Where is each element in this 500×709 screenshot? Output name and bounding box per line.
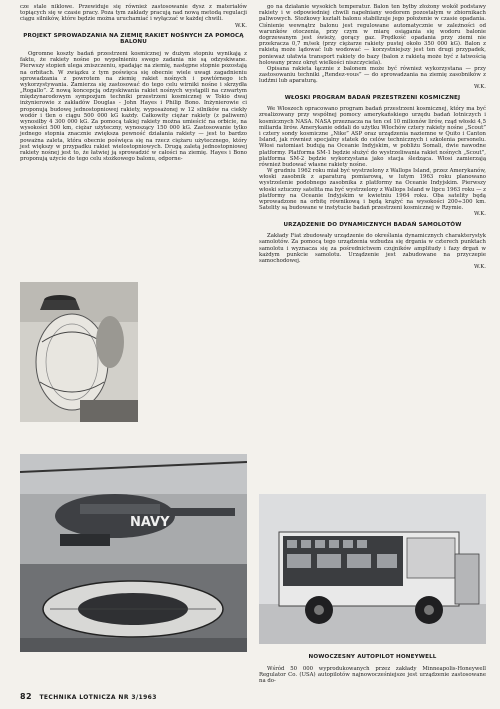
- article-body-balloon: Ogromne koszty badań przestrzeni kosmicznej w dużym stopniu wynikają z faktu, że rakiety nośne po wypełnieniu swego zadania nie są odzyskiwane. Pierwszy stopień ulega zniszczeniu, spadając na ziemię, następne stopnie pozostają na orbitach. W związku z tym poświęca się obecnie wiele uwagi zagadnieniu sprowadzania z powrotem na ziemię rakiet nośnych i powtórnego ich wykorzystywania. Zamierza się zastosować do tego celu wirniki nośne i skrzydła „Rogallo”. Z nową koncepcją odzyskiwania rakiet nośnych wystąpili na czwartym międzynarodowym sympozjum techniki przestrzeni kosmicznej w Tokio dwaj inżynierowie z zakładów Douglas - John Hayes i Philip Bono. Inżynierowie ci proponują budowę jednostopniowej rakiety, wyposażonej w 12 silników na ciekły wodór i tlen o ciągu 500 000 kG każdy. Całkowity ciężar rakiety (z paliwem) wynosiłby 4 300 000 kG. Za pomocą takiej rakiety można umieścić na orbicie, na wysokości 500 km, ciężar użyteczny, wynoszący 150 000 kG. Zastosowanie tylko jednego stopnia znacznie zwiększa pewność działania rakiety — jest to bardzo poważna zaleta, która obecnie poświęca się na rzecz ciężaru użytecznego, który jest większy w przypadku rakiet wielostopniowych. Drugą zaletą jednostopniowej rakiety nośnej jest to, że łatwiej ją sprowadzić w całości na ziemię. Hayes i Bono proponują użycie do tego celu stożkowego balonu, odporne-: [20, 50, 247, 163]
- article-title-balloon: PROJEKT SPROWADZANIA NA ZIEMIĘ RAKIET NOŚNYCH ZA POMOCĄ BALONU: [23, 32, 244, 46]
- balloon-raft-photo: [20, 564, 247, 652]
- article-title-dynamic-testing: URZĄDZENIE DO DYNAMICZNYCH BADAŃ SAMOLOTÓW: [283, 221, 462, 228]
- intro-signature: W.K.: [235, 22, 247, 29]
- navy-helicopter-photo: [20, 454, 247, 564]
- right-column: [259, 4, 486, 270]
- dynamic-testing-signature: W.K.: [474, 264, 486, 271]
- article-body-italian-program: We Włoszech opracowano program badań przestrzeni kosmicznej, który ma być zrealizowany przy współnej pomocy amerykańskiego urzędu badań lotniczych i kosmicznych NASA. NASA przeznacza na ten cel 10 milionów lirów, rząd włoski 4,5 miliarda lirów. Amerykanie oddali do użytku Włochów cztery rakiety nośne „Scout” i cztery sondy kosmiczne „Nike” ASP oraz urządzenia naziemne w Quito i Canton Island, jak również specjalny statek do celów technicznych i szkolenia personelu. Włosi natomiast budują na Oceanie Indyjskim, w pobliżu Somali, dwie nawodne platformy. Platforma SM-1 będzie służyć do wystrzeliwania rakiet nośnych „Scout”, platforma SM-2 będzie wykorzystana jako stacja śledząca. Włosi zamierzają również budować własne rakiety nośne.: [259, 106, 486, 168]
- article-title-italian-program: WŁOSKI PROGRAM BADAŃ PRZESTRZENI KOSMICZNEJ: [284, 94, 461, 101]
- article-title-honeywell: NOWOCZESNY AUTOPILOT HONEYWELL: [308, 654, 437, 660]
- article-body-balloon-continued-2: Opisana rakieta łącznie z balonem może być również wykorzystana — przy zastosowaniu techniki „Rendez-vous” — do sprowadzania na ziemię zasobników z ludźmi lub aparaturą.: [259, 65, 486, 85]
- italian-program-signature: W.K.: [474, 211, 486, 218]
- article-body-dynamic-testing: Zakłady Fiat zbudowały urządzenie do określania dynamicznych charakterystyk samolotów. Za pomocą tego urządzenia wzbudza się drgania w czterech punktach samolotu i wyznacza się za pośrednictwem czujników amplitudy i fazy drgań w każdym punkcie samolotu. Urządzenie jest zabudowane na przyczepie samochodowej.: [259, 233, 486, 264]
- left-column: [20, 4, 247, 162]
- magazine-page: [20, 4, 486, 704]
- navy-marking-text: NAVY: [130, 515, 170, 530]
- article-body-italian-program-2: W grudniu 1962 roku miał być wystrzelony z Wallops Island, przez Amerykanów, włoski zasobnik z aparaturą pomiarową, w lutym 1963 roku planowano wystrzelenie podobnego zasobnika z platformy na Oceanie Indyjskim. Pierwszy włoski sztuczny satelita ma być wystrzelony z Wallops Island w lipcu 1963 roku — z platformy na Oceanie Indyjskim w kwietniu 1964 roku. Oba satelity będą wprowadzone na orbitę równikową i będą krążyć na wysokości 200÷300 km. Satelity są budowane w instytucie badań przestrzeni kosmicznej w Rzymie.: [259, 168, 486, 212]
- page-footer: [20, 692, 157, 701]
- article-body-balloon-continued: go na działanie wysokich temperatur. Balon ten byłby złożony wokół podstawy rakiety i w odpowiedniej chwili napełniany wodorem pozostałym w zbiornikach paliwowych. Stożkowy kształt balonu stabilizuje jego położenie w czasie opadania. Ciśnienie wewnątrz balonu jest regulowane automatycznie w zależności od warunków otoczenia, przy czym w miarę osiągania się wodoru balonie dogrzewanym jest świeży, gorący gaz. Prędkość opadania przy ziemi nie przekracza 0,7 m/sek (przy ciężarze rakiety pustej około 350 000 kG). Balon z rakietą może lądować lub wodować — korzystniejszy jest ten drugi przypadek, ponieważ ułatwia transport rakiety do bazy (balon z rakietą może być z łatwością holowany przez okręt wielkości niszczyciela).: [259, 4, 486, 66]
- rocket-balloon-model-photo: [20, 282, 138, 422]
- article-body-honeywell: Wśród 50 000 wyprodukowanych przez zakłady Minneapolis-Honeywell Regulator Co. (USA) autopilotów najnowocześniejsze jest urządzenie zastosowane na do-: [259, 665, 486, 684]
- right-column-bottom: [259, 650, 486, 684]
- journal-issue: TECHNIKA LOTNICZA NR 3/1963: [39, 694, 157, 701]
- fiat-test-truck-photo: [259, 494, 486, 644]
- balloon-article-signature: W.K.: [474, 84, 486, 91]
- intro-paragraph: cze stale niklowe. Przewiduje się również zastosowanie dysz z materiałów topiących się w czasie pracy. Poza tym zakłady pracują nad nową metodą regulacji ciągu silników, które będzie można uruchamiać i wyłączać w każdej chwili.: [20, 4, 247, 23]
- page-number: 82: [20, 692, 32, 701]
